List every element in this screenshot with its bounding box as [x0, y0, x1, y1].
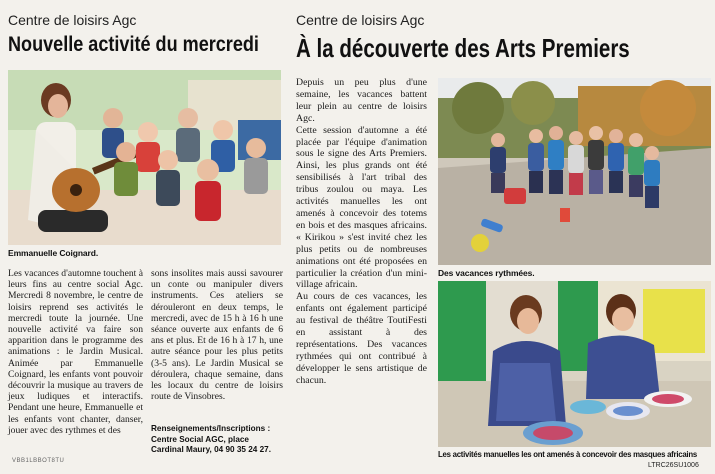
right-headline: À la découverte des Arts Premiers — [296, 33, 630, 63]
painting-masks-photo — [438, 281, 711, 447]
left-kicker: Centre de loisirs Agc — [8, 12, 137, 28]
outdoor-group-photo — [438, 78, 711, 265]
outdoor-photo-caption: Des vacances rythmées. — [438, 268, 535, 278]
left-body-col1: Les vacances d'automne touchent à leurs fins au centre social Agc. Mercredi 8 novembre, le centre de loisirs reprend ses activités le mercredi toute la journée. Une nouvelle activité va faire son apparition dans le programme des animations : le Jardin Musical. Animée par Emmanuelle Coignard, les enfants vont pouvoir découvrir la musique au travers de jeux ludiques et interactifs. Pendant une heure, Emmanuelle et les enfants vont chanter, danser, jouer avec des rythmes et des — [8, 268, 143, 436]
left-headline: Nouvelle activité du mercredi — [8, 33, 259, 56]
music-photo — [8, 70, 281, 245]
music-photo-caption: Emmanuelle Coignard. — [8, 248, 99, 258]
left-footer-code: VBB1LBBOT8TU — [12, 458, 65, 464]
masks-photo-caption: Les activités manuelles les ont amenés à concevoir des masques africains — [438, 450, 697, 459]
left-body-col2: sons insolites mais aussi savourer un conte ou manipuler divers instruments. Ces ateliers se dérouleront en deux temps, le mercredi, avec de 15 h à 16 h une séance ouverte aux enfants de 6 ans et plus. Et de 16 h à 17 h, une autre séance pour les plus petits (3-5 ans). Le Jardin Musical se déroulera, chaque semaine, dans les locaux du centre de loisirs route de Vinsobres. — [151, 268, 283, 403]
info-box: Renseignements/Inscriptions : Centre Social AGC, place Cardinal Maury, 04 90 35 24 27. — [151, 424, 271, 454]
right-body — [296, 77, 427, 387]
right-body-p3: Au cours de ces vacances, les enfants ont également participé au festival de théâtre ToutiFesti en assistant à des représentations. Des vacances rythmées qui ont contribué à développer le sens artistique de chacun. — [296, 291, 427, 386]
right-kicker: Centre de loisirs Agc — [296, 12, 425, 28]
right-body-p2: Cette session d'automne a été placée par l'équipe d'animation sous le signe des Arts Premiers. Ainsi, les plus grands ont été sensibilisés à l'art tribal des tribus zoulou ou maya. Les activités manuelles les ont amenés à concevoir des totems en bois et des masques africains. « Kirikou » s'est invité chez les plus petits ou de nombreuses animations ont été proposées en particulier la création d'un mini-village africain. — [296, 124, 427, 291]
right-body-p1: Depuis un peu plus d'une semaine, les vacances battent leur plein au centre de loisirs Agc. — [296, 77, 427, 124]
right-footer-code: LTRC26SU1006 — [648, 462, 699, 469]
